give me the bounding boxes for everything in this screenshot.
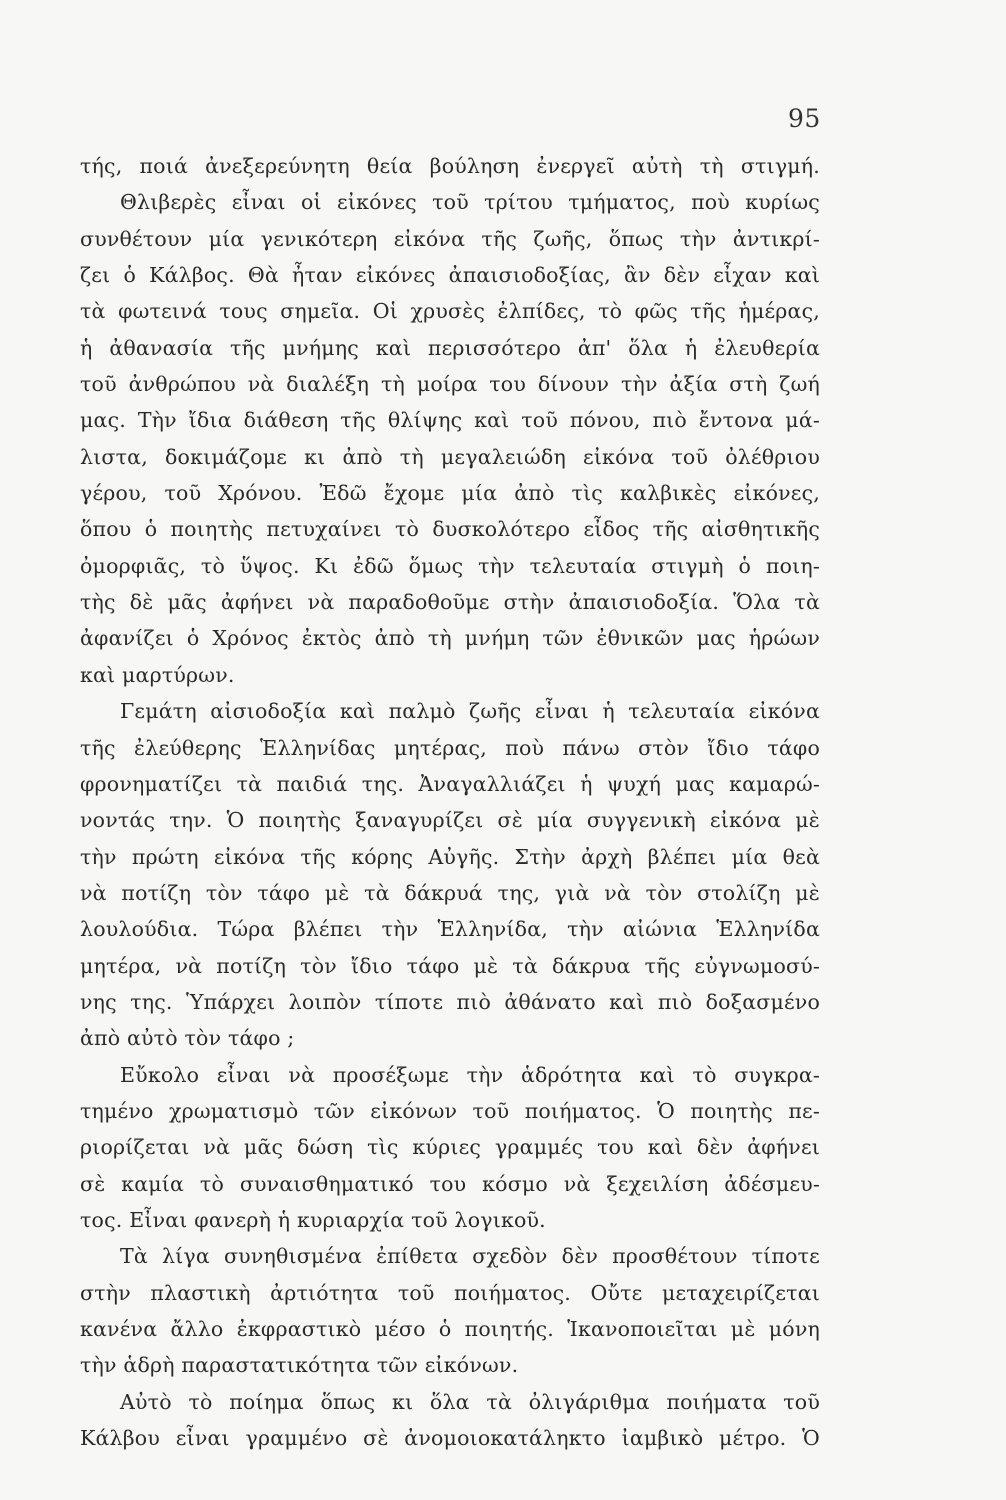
text-line: ἀπὸ αὐτὸ τὸν τάφο ; [80,1026,295,1051]
text-line: τὰ φωτεινά τους σημεῖα. Οἱ χρυσὲς ἐλπίδες, τὸ φῶς τῆς ἡμέρας, [80,299,820,324]
text-line: γέρου, τοῦ Χρόνου. Ἐδῶ ἔχομε μία ἀπὸ τὶς καλβικὲς εἰκόνες, [80,481,820,506]
text-line: νης της. Ὑπάρχει λοιπὸν τίποτε πιὸ ἀθάνατο καὶ πιὸ δοξασμένο [80,989,820,1014]
text-line: ριορίζεται νὰ μᾶς δώση τὶς κύριες γραμμές του καὶ δὲν ἀφήνει [80,1135,820,1160]
text-line: νὰ ποτίζη τὸν τάφο μὲ τὰ δάκρυά της, γιὰ νὰ τὸν στολίζη μὲ [80,880,820,905]
body-text [80,148,820,1456]
text-line: λουλούδια. Τώρα βλέπει τὴν Ἑλληνίδα, τὴν αἰώνια Ἑλληνίδα [80,917,820,942]
text-line: ὀμορφιᾶς, τὸ ὕψος. Κι ἐδῶ ὅμως τὴν τελευταία στιγμὴ ὁ ποιη- [80,553,820,578]
text-line: τῆς ἐλεύθερης Ἑλληνίδας μητέρας, ποὺ πάνω στὸν ἴδιο τάφο [80,735,820,760]
text-line: τοῦ ἀνθρώπου νὰ διαλέξη τὴ μοίρα του δίνουν τὴν ἀξία στὴ ζωή [80,372,820,397]
text-line: ὅπου ὁ ποιητὴς πετυχαίνει τὸ δυσκολότερο εἶδος τῆς αἰσθητικῆς [80,517,820,542]
text-line: Γεμάτη αἰσιοδοξία καὶ παλμὸ ζωῆς εἶναι ἡ τελευταία εἰκόνα [120,699,820,724]
text-line: φρονηματίζει τὰ παιδιά της. Ἀναγαλλιάζει ἡ ψυχή μας καμαρώ- [80,771,820,796]
text-line: νοντάς την. Ὁ ποιητὴς ξαναγυρίζει σὲ μία συγγενικὴ εἰκόνα μὲ [80,808,820,833]
text-line: στὴν πλαστικὴ ἀρτιότητα τοῦ ποιήματος. Οὔτε μεταχειρίζεται [80,1280,820,1305]
text-line: τής, ποιά ἀνεξερεύνητη θεία βούληση ἐνεργεῖ αὐτὴ τὴ στιγμή. [80,154,820,178]
text-line: Εὔκολο εἶναι νὰ προσέξωμε τὴν ἁδρότητα καὶ τὸ συγκρα- [120,1062,820,1087]
text-line: μητέρα, νὰ ποτίζη τὸν ἴδιο τάφο μὲ τὰ δάκρυα τῆς εὐγνωμοσύ- [80,953,820,978]
text-line: Κάλβου εἶναι γραμμένο σὲ ἀνομοιοκατάληκτο ἰαμβικὸ μέτρο. Ὁ [80,1426,820,1451]
text-line: Τὰ λίγα συνηθισμένα ἐπίθετα σχεδὸν δὲν προσθέτουν τίποτε [120,1244,820,1269]
text-line: ἡ ἀθανασία τῆς μνήμης καὶ περισσότερο ἀπ' ὅλα ἡ ἐλευθερία [80,335,820,360]
text-line: λιστα, δοκιμάζομε κι ἀπὸ τὴ μεγαλειώδη εἰκόνα τοῦ ὀλέθριου [80,444,820,469]
text-line: ζει ὁ Κάλβος. Θὰ ἦταν εἰκόνες ἀπαισιοδοξίας, ἂν δὲν εἶχαν καὶ [80,263,820,288]
text-line: τὴν ἁδρὴ παραστατικότητα τῶν εἰκόνων. [80,1353,519,1378]
page-number: 95 [788,104,821,133]
text-line: Θλιβερὲς εἶναι οἱ εἰκόνες τοῦ τρίτου τμήματος, ποὺ κυρίως [120,190,820,215]
text-line: τὴν πρώτη εἰκόνα τῆς κόρης Αὐγῆς. Στὴν ἀρχὴ βλέπει μία θεὰ [80,844,820,869]
text-line: τὴς δὲ μᾶς ἀφήνει νὰ παραδοθοῦμε στὴν ἀπαισιοδοξία. Ὅλα τὰ [80,590,820,615]
text-line: μας. Τὴν ἴδια διάθεση τῆς θλίψης καὶ τοῦ πόνου, πιὸ ἔντονα μά- [80,408,820,433]
text-line: συνθέτουν μία γενικότερη εἰκόνα τῆς ζωῆς, ὅπως τὴν ἀντικρί- [80,226,820,251]
text-line: καὶ μαρτύρων. [80,662,235,687]
text-line: κανένα ἄλλο ἐκφραστικὸ μέσο ὁ ποιητής. Ἱκανοποιεῖται μὲ μόνη [80,1317,820,1341]
text-line: ἀφανίζει ὁ Χρόνος ἐκτὸς ἀπὸ τὴ μνήμη τῶν ἐθνικῶν μας ἡρώων [80,626,820,651]
text-line: σὲ καμία τὸ συναισθηματικό του κόσμο νὰ ξεχειλίση ἀδέσμευ- [80,1171,820,1196]
text-line: τος. Εἶναι φανερὴ ἡ κυριαρχία τοῦ λογικοῦ. [80,1207,546,1232]
text-line: τημένο χρωματισμὸ τῶν εἰκόνων τοῦ ποιήματος. Ὁ ποιητὴς πε- [80,1098,820,1123]
text-line: Αὐτὸ τὸ ποίημα ὅπως κι ὅλα τὰ ὀλιγάριθμα ποιήματα τοῦ [120,1389,820,1414]
